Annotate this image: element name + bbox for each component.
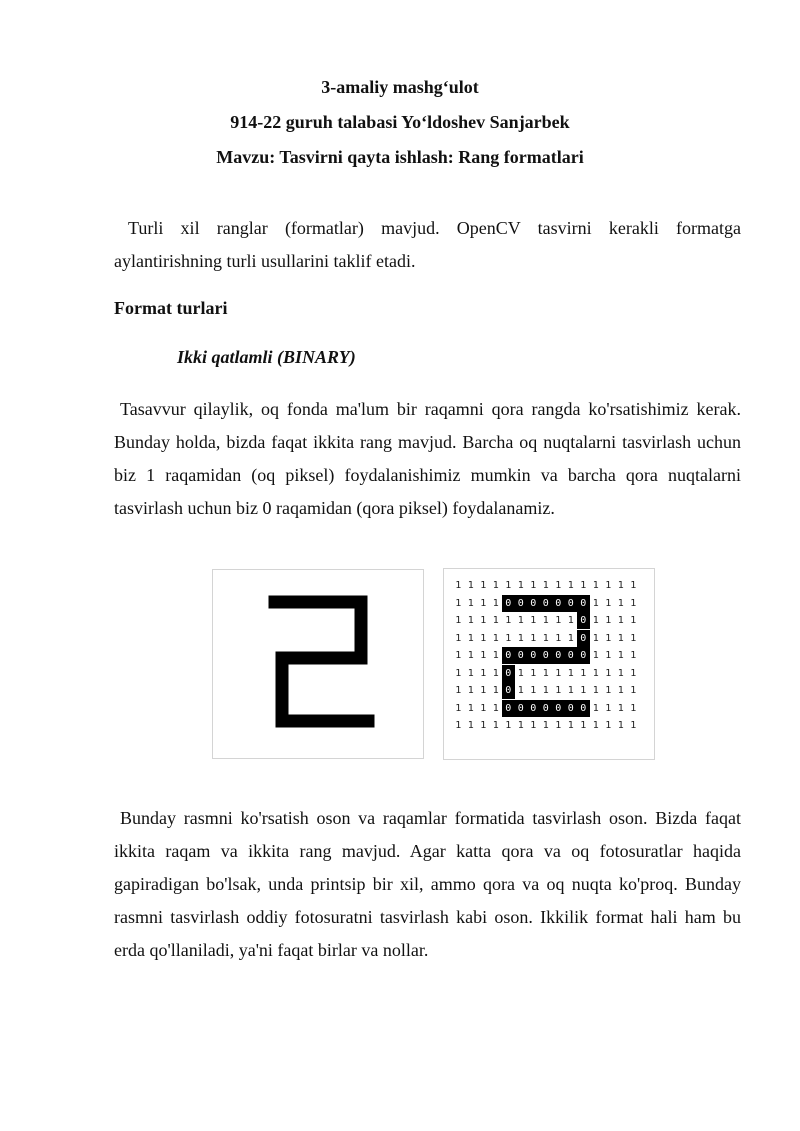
matrix-cell-one: 1	[555, 580, 562, 591]
matrix-cell-one: 1	[480, 632, 487, 644]
matrix-cell-one: 1	[580, 580, 587, 591]
matrix-cell-one: 1	[617, 580, 624, 591]
matrix-cell-one: 1	[605, 702, 612, 714]
matrix-cell-zero: 0	[577, 612, 590, 629]
matrix-cell-one: 1	[617, 615, 624, 626]
matrix-cell-one: 1	[530, 720, 537, 731]
matrix-cell-zero: 0	[502, 665, 515, 682]
matrix-cell-zero: 0	[527, 700, 540, 717]
matrix-cell-one: 1	[467, 650, 474, 661]
matrix-cell-zero: 0	[527, 647, 540, 664]
matrix-cell-one: 1	[605, 667, 612, 679]
matrix-cell-zero: 0	[502, 700, 515, 717]
matrix-cell-one: 1	[605, 632, 612, 644]
conclusion-paragraph: Bunday rasmni ko'rsatish oson va raqamlar formatida tasvirlash oson. Bizda faqat ikkita raqam va ikkita rang mavjud. Agar katta qora va oq fotosuratlar haqida gapiradigan bo'lsak, unda printsip bir xil, ammo qora va oq nuqta ko'proq. Bunday rasmni tasvirlash oddiy fotosuratni tasvirlash kabi oson. Ikkilik format hali ham bu erda qo'llaniladi, ya'ni faqat birlar va nollar.	[114, 808, 741, 960]
matrix-cell-one: 1	[617, 720, 624, 731]
matrix-cell-one: 1	[605, 685, 612, 696]
matrix-cell-zero: 0	[502, 682, 515, 699]
matrix-cell-zero: 0	[577, 630, 590, 647]
matrix-cell-one: 1	[455, 580, 462, 591]
matrix-cell-one: 1	[505, 720, 512, 731]
matrix-cell-one: 1	[467, 702, 474, 714]
matrix-cell-one: 1	[492, 632, 499, 644]
matrix-cell-zero: 0	[540, 595, 553, 612]
matrix-cell-one: 1	[580, 720, 587, 731]
digit-two-image	[212, 569, 424, 759]
matrix-cell-one: 1	[630, 632, 637, 644]
matrix-cell-zero: 0	[515, 700, 528, 717]
matrix-cell-one: 1	[592, 650, 599, 661]
matrix-cell-one: 1	[592, 685, 599, 696]
subsection-heading: Ikki qatlamli (BINARY)	[177, 347, 356, 367]
matrix-cell-one: 1	[592, 632, 599, 644]
matrix-cell-one: 1	[555, 615, 562, 626]
matrix-cell-one: 1	[480, 667, 487, 679]
matrix-cell-one: 1	[542, 632, 549, 644]
matrix-cell-one: 1	[480, 580, 487, 591]
matrix-cell-one: 1	[517, 685, 524, 696]
matrix-cell-one: 1	[492, 615, 499, 626]
matrix-cell-one: 1	[480, 650, 487, 661]
matrix-cell-one: 1	[492, 720, 499, 731]
matrix-cell-one: 1	[455, 685, 462, 696]
matrix-cell-zero: 0	[502, 595, 515, 612]
matrix-cell-one: 1	[542, 720, 549, 731]
matrix-cell-one: 1	[592, 720, 599, 731]
matrix-cell-zero: 0	[540, 700, 553, 717]
matrix-cell-one: 1	[480, 702, 487, 714]
matrix-cell-one: 1	[542, 685, 549, 696]
matrix-cell-one: 1	[517, 720, 524, 731]
matrix-cell-one: 1	[617, 597, 624, 609]
matrix-cell-one: 1	[530, 632, 537, 644]
exercise-title: 3-amaliy mashg‘ulot	[321, 77, 479, 97]
matrix-cell-one: 1	[467, 597, 474, 609]
matrix-cell-one: 1	[505, 580, 512, 591]
matrix-cell-one: 1	[492, 685, 499, 696]
matrix-cell-one: 1	[630, 702, 637, 714]
matrix-cell-one: 1	[530, 667, 537, 679]
matrix-cell-zero: 0	[577, 700, 590, 717]
matrix-cell-one: 1	[617, 685, 624, 696]
matrix-cell-one: 1	[517, 580, 524, 591]
matrix-cell-one: 1	[592, 615, 599, 626]
matrix-cell-one: 1	[555, 720, 562, 731]
matrix-cell-one: 1	[630, 580, 637, 591]
matrix-cell-zero: 0	[515, 647, 528, 664]
matrix-cell-one: 1	[467, 685, 474, 696]
matrix-cell-one: 1	[455, 597, 462, 609]
matrix-cell-one: 1	[567, 667, 574, 679]
matrix-cell-one: 1	[630, 597, 637, 609]
matrix-cell-one: 1	[580, 685, 587, 696]
matrix-cell-one: 1	[505, 615, 512, 626]
matrix-cell-one: 1	[630, 667, 637, 679]
matrix-cell-one: 1	[567, 720, 574, 731]
matrix-cell-one: 1	[492, 667, 499, 679]
matrix-cell-one: 1	[567, 632, 574, 644]
matrix-cell-one: 1	[605, 720, 612, 731]
matrix-cell-zero: 0	[577, 647, 590, 664]
matrix-cell-one: 1	[467, 580, 474, 591]
matrix-cell-zero: 0	[565, 700, 578, 717]
matrix-cell-one: 1	[492, 580, 499, 591]
matrix-cell-one: 1	[480, 597, 487, 609]
matrix-cell-one: 1	[542, 667, 549, 679]
section-heading: Format turlari	[114, 298, 228, 318]
matrix-cell-one: 1	[517, 667, 524, 679]
matrix-cell-zero: 0	[577, 595, 590, 612]
matrix-cell-one: 1	[617, 650, 624, 661]
matrix-cell-one: 1	[480, 615, 487, 626]
matrix-cell-one: 1	[530, 685, 537, 696]
intro-paragraph: Turli xil ranglar (formatlar) mavjud. OpenCV tasvirni kerakli formatga aylantirishning turli usullarini taklif etadi.	[114, 218, 741, 271]
matrix-cell-one: 1	[467, 720, 474, 731]
matrix-cell-zero: 0	[527, 595, 540, 612]
matrix-cell-one: 1	[517, 615, 524, 626]
matrix-cell-one: 1	[542, 580, 549, 591]
matrix-cell-one: 1	[630, 650, 637, 661]
matrix-cell-one: 1	[492, 650, 499, 661]
matrix-cell-zero: 0	[552, 700, 565, 717]
matrix-cell-one: 1	[455, 667, 462, 679]
matrix-cell-one: 1	[555, 632, 562, 644]
matrix-cell-one: 1	[630, 720, 637, 731]
matrix-cell-one: 1	[592, 702, 599, 714]
matrix-cell-one: 1	[567, 685, 574, 696]
matrix-cell-zero: 0	[540, 647, 553, 664]
matrix-cell-one: 1	[517, 632, 524, 644]
matrix-cell-one: 1	[505, 632, 512, 644]
matrix-cell-one: 1	[617, 667, 624, 679]
matrix-cell-one: 1	[555, 667, 562, 679]
matrix-cell-one: 1	[542, 615, 549, 626]
matrix-cell-zero: 0	[502, 647, 515, 664]
matrix-cell-one: 1	[455, 720, 462, 731]
matrix-cell-one: 1	[592, 580, 599, 591]
student-info: 914-22 guruh talabasi Yo‘ldoshev Sanjarbek	[230, 112, 570, 132]
matrix-cell-zero: 0	[565, 647, 578, 664]
matrix-cell-one: 1	[580, 667, 587, 679]
matrix-cell-one: 1	[555, 685, 562, 696]
matrix-cell-one: 1	[492, 597, 499, 609]
matrix-cell-one: 1	[605, 580, 612, 591]
matrix-cell-one: 1	[567, 580, 574, 591]
matrix-cell-one: 1	[467, 632, 474, 644]
matrix-cell-zero: 0	[515, 595, 528, 612]
digit-two-drawing	[213, 570, 423, 758]
matrix-cell-one: 1	[530, 580, 537, 591]
matrix-cell-zero: 0	[565, 595, 578, 612]
matrix-cell-one: 1	[480, 685, 487, 696]
matrix-cell-zero: 0	[552, 595, 565, 612]
matrix-cell-one: 1	[455, 615, 462, 626]
binary-description-paragraph: Tasavvur qilaylik, oq fonda ma'lum bir raqamni qora rangda ko'rsatishimiz kerak. Bunday holda, bizda faqat ikkita rang mavjud. Barcha oq nuqtalarni tasvirlash uchun biz 1 raqamidan (oq piksel) foydalanishimiz mumkin va barcha qora nuqtalarni tasvirlash uchun biz 0 raqamidan (qora piksel) foydalanamiz.	[114, 399, 741, 518]
matrix-cell-one: 1	[605, 615, 612, 626]
matrix-cell-zero: 0	[552, 647, 565, 664]
matrix-cell-one: 1	[530, 615, 537, 626]
matrix-cell-one: 1	[467, 667, 474, 679]
binary-matrix-image	[443, 568, 655, 760]
matrix-cell-one: 1	[605, 597, 612, 609]
matrix-cell-one: 1	[455, 702, 462, 714]
matrix-cell-one: 1	[480, 720, 487, 731]
matrix-cell-one: 1	[467, 615, 474, 626]
matrix-cell-one: 1	[592, 597, 599, 609]
matrix-cell-one: 1	[455, 632, 462, 644]
matrix-cell-one: 1	[455, 650, 462, 661]
matrix-cell-one: 1	[492, 702, 499, 714]
matrix-cell-one: 1	[617, 632, 624, 644]
matrix-cell-one: 1	[567, 615, 574, 626]
matrix-cell-one: 1	[605, 650, 612, 661]
matrix-cell-one: 1	[592, 667, 599, 679]
matrix-cell-one: 1	[630, 685, 637, 696]
matrix-cell-one: 1	[617, 702, 624, 714]
matrix-cell-one: 1	[630, 615, 637, 626]
topic-title: Mavzu: Tasvirni qayta ishlash: Rang formatlari	[216, 147, 584, 167]
